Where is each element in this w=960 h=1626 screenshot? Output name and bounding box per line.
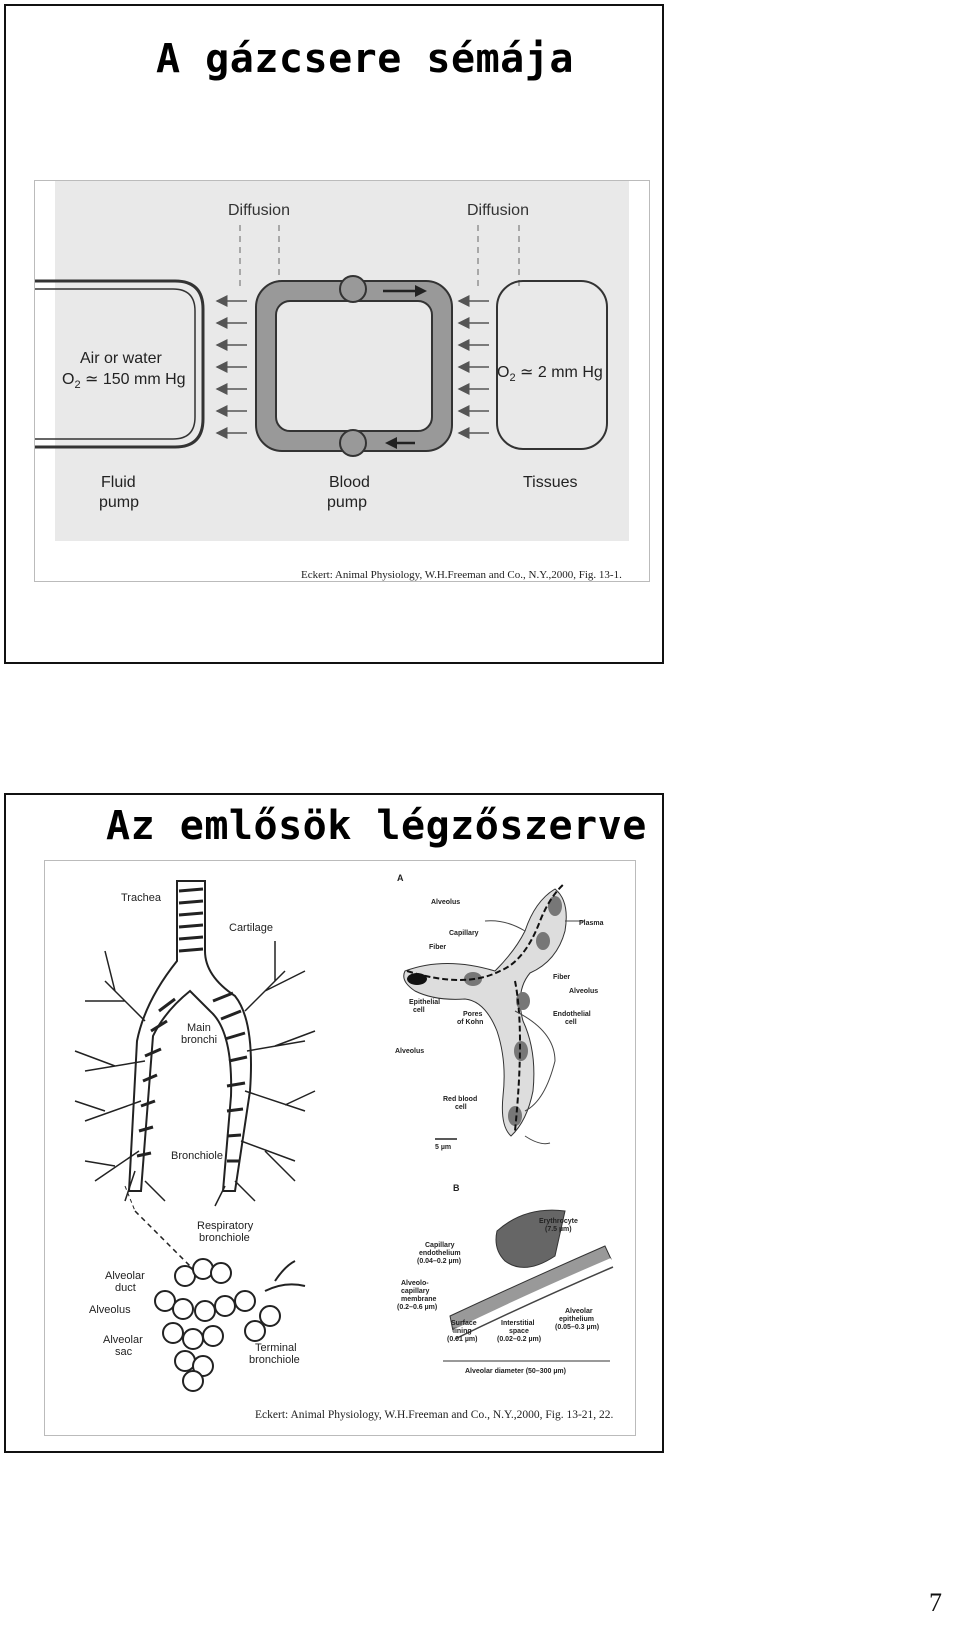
a-epithelial-label-2: cell xyxy=(413,1007,425,1014)
a-alveolus-right-label: Alveolus xyxy=(569,988,599,995)
a-plasma-label: Plasma xyxy=(579,920,604,927)
a-fiber-left-label: Fiber xyxy=(429,944,447,951)
terminal-bronchiole-label-2: bronchiole xyxy=(249,1354,300,1366)
b-cap-endo-label-2: endothelium xyxy=(419,1250,461,1257)
b-membrane-label-1: Alveolo- xyxy=(401,1280,429,1287)
b-interstitial-label-2: space xyxy=(509,1328,529,1335)
b-alv-epi-label-1: Alveolar xyxy=(565,1308,593,1315)
respiratory-organ-figure xyxy=(44,860,636,1436)
gas-exchange-svg xyxy=(35,181,649,581)
b-surface-label-3: (0.01 µm) xyxy=(447,1336,478,1343)
cartilage-label: Cartilage xyxy=(229,922,274,934)
panel-b-label: B xyxy=(453,1183,460,1193)
slide-gas-exchange xyxy=(4,4,664,664)
blood-pump-label-1: Blood xyxy=(329,474,370,491)
slide-mammal-respiratory xyxy=(4,793,664,1453)
main-bronchi-label-2: bronchi xyxy=(181,1034,218,1046)
trachea-label: Trachea xyxy=(121,892,161,904)
a-epithelial-label-1: Epithelial xyxy=(409,999,441,1006)
fluid-pump-label-2: pump xyxy=(99,494,140,511)
slide-title: Az emlősök légzőszerve xyxy=(106,803,647,849)
a-endothelial-label-2: cell xyxy=(565,1019,577,1026)
b-membrane-label-2: capillary xyxy=(401,1288,430,1295)
a-fiber-right-label: Fiber xyxy=(553,974,571,981)
blood-pump-label-2: pump xyxy=(327,494,368,511)
bronchiole-label: Bronchiole xyxy=(171,1150,223,1162)
tissues-label: Tissues xyxy=(523,474,578,491)
a-endothelial-label-1: Endothelial xyxy=(553,1011,591,1018)
air-water-label: Air or water xyxy=(80,350,162,367)
a-alveolus-left-label: Alveolus xyxy=(395,1048,425,1055)
figure-caption: Eckert: Animal Physiology, W.H.Freeman and Co., N.Y.,2000, Fig. 13-21, 22. xyxy=(255,1409,614,1421)
diffusion-left-label: Diffusion xyxy=(228,202,290,219)
b-membrane-label-4: (0.2–0.6 µm) xyxy=(397,1304,438,1311)
b-interstitial-label-1: Interstitial xyxy=(501,1320,535,1327)
alveolar-sac-label-1: Alveolar xyxy=(103,1334,143,1346)
alveolar-duct-label-1: Alveolar xyxy=(105,1270,145,1282)
slide-title: A gázcsere sémája xyxy=(156,36,574,82)
b-surface-label-2: lining xyxy=(453,1328,472,1335)
a-rbc-label-2: cell xyxy=(455,1104,467,1111)
respiratory-svg xyxy=(45,861,635,1435)
air-o2-label: $O_2$ ≃ 150 mm Hg xyxy=(62,371,186,391)
b-surface-label-1: Surface xyxy=(451,1320,477,1327)
fluid-pump-label-1: Fluid xyxy=(101,474,136,491)
diffusion-right-label: Diffusion xyxy=(467,202,529,219)
page-number: 7 xyxy=(929,1588,942,1617)
panel-a-label: A xyxy=(397,873,404,883)
figure-caption: Eckert: Animal Physiology, W.H.Freeman and Co., N.Y.,2000, Fig. 13-1. xyxy=(301,569,622,581)
a-rbc-label-1: Red blood xyxy=(443,1096,478,1103)
a-pores-label-2: of Kohn xyxy=(457,1019,484,1026)
b-interstitial-label-3: (0.02–0.2 µm) xyxy=(497,1336,542,1343)
gas-exchange-diagram xyxy=(34,180,650,582)
b-cap-endo-label-1: Capillary xyxy=(425,1242,455,1249)
a-capillary-label: Capillary xyxy=(449,930,479,937)
tissue-o2-label: $O_2$ ≃ 2 mm Hg xyxy=(497,364,603,384)
b-alv-diameter-label: Alveolar diameter (50–300 µm) xyxy=(465,1368,566,1375)
b-membrane-label-3: membrane xyxy=(401,1296,437,1303)
main-bronchi-label-1: Main xyxy=(187,1022,211,1034)
b-alv-epi-label-2: epithelium xyxy=(559,1316,595,1323)
b-cap-endo-label-3: (0.04–0.2 µm) xyxy=(417,1258,462,1265)
alveolar-duct-label-2: duct xyxy=(115,1282,136,1294)
a-alveolus-top-label: Alveolus xyxy=(431,899,461,906)
respiratory-bronchiole-label-2: bronchiole xyxy=(199,1232,250,1244)
alveolus-label: Alveolus xyxy=(89,1304,131,1316)
terminal-bronchiole-label-1: Terminal xyxy=(255,1342,297,1354)
b-erythrocyte-label-2: (7.5 µm) xyxy=(545,1226,572,1233)
a-pores-label-1: Pores xyxy=(463,1011,483,1018)
b-alv-epi-label-3: (0.05–0.3 µm) xyxy=(555,1324,600,1331)
respiratory-bronchiole-label-1: Respiratory xyxy=(197,1220,254,1232)
alveolar-sac-label-2: sac xyxy=(115,1346,133,1358)
b-erythrocyte-label-1: Erythrocyte xyxy=(539,1218,578,1225)
a-scale-label: 5 µm xyxy=(435,1144,452,1151)
